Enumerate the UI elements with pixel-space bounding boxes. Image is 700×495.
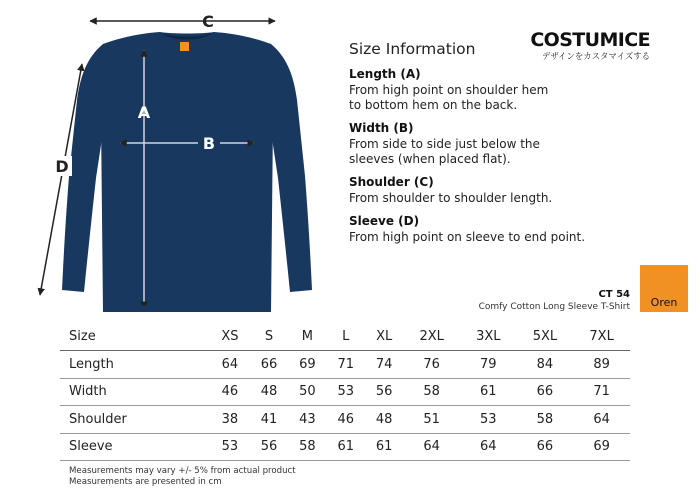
info-item-length [349,67,609,113]
shirt-diagram [0,0,320,320]
info-desc-line: From shoulder to shoulder length. [349,191,553,205]
table-cell: 64 [210,351,250,379]
table-cell: 41 [250,406,288,434]
table-row [60,351,630,379]
info-desc-line: sleeves (when placed flat). [349,152,511,166]
brand-subtitle: デザインをカスタマイズする [541,51,650,61]
info-heading: Shoulder (C) [349,175,434,189]
brand-name: COSTUMICE [530,29,650,51]
dim-label-d: D [55,157,69,176]
shirt-body [101,32,273,312]
table-header-cell: M [288,323,326,351]
table-header-cell: L [327,323,365,351]
info-heading: Length (A) [349,67,421,81]
table-cell: 53 [460,406,517,434]
table-cell: 64 [460,433,517,461]
row-label: Length [60,351,210,379]
table-row [60,378,630,406]
info-desc-line: From side to side just below the [349,137,540,151]
dim-label-a: A [137,103,151,122]
table-cell: 76 [403,351,460,379]
table-cell: 53 [327,378,365,406]
table-cell: 61 [327,433,365,461]
right-sleeve [268,44,312,292]
table-header-cell: 2XL [403,323,460,351]
table-cell: 43 [288,406,326,434]
table-cell: 53 [210,433,250,461]
table-cell: 48 [365,406,403,434]
product-name: Comfy Cotton Long Sleeve T-Shirt [478,302,630,312]
table-header-cell: 5XL [517,323,574,351]
table-cell: 79 [460,351,517,379]
oren-logo [640,265,688,312]
table-cell: 61 [365,433,403,461]
table-cell: 46 [210,378,250,406]
table-cell: 51 [403,406,460,434]
table-cell: 64 [403,433,460,461]
table-header-cell: Size [60,323,210,351]
table-cell: 56 [250,433,288,461]
table-header-cell: XL [365,323,403,351]
info-heading: Sleeve (D) [349,214,420,228]
table-cell: 66 [517,378,574,406]
table-cell: 58 [288,433,326,461]
table-cell: 84 [517,351,574,379]
table-cell: 66 [250,351,288,379]
table-cell: 56 [365,378,403,406]
table-cell: 66 [517,433,574,461]
table-header-cell: 3XL [460,323,517,351]
table-header-cell: XS [210,323,250,351]
dim-label-b: B [202,134,216,153]
info-item-sleeve [349,214,609,245]
table-cell: 69 [573,433,630,461]
product-info [430,289,630,313]
table-cell: 50 [288,378,326,406]
table-cell: 74 [365,351,403,379]
info-desc-line: to bottom hem on the back. [349,98,518,112]
table-cell: 46 [327,406,365,434]
table-cell: 64 [573,406,630,434]
table-row [60,406,630,434]
size-chart-table [60,323,630,461]
table-row [60,433,630,461]
table-header-row [60,323,630,351]
measurement-notes [69,466,296,488]
size-information [349,40,609,253]
row-label: Shoulder [60,406,210,434]
table-cell: 58 [517,406,574,434]
table-cell: 89 [573,351,630,379]
row-label: Width [60,378,210,406]
table-cell: 71 [327,351,365,379]
info-desc-line: From high point on sleeve to end point. [349,230,586,244]
info-item-shoulder [349,175,609,206]
info-item-width [349,121,609,167]
table-header-cell: S [250,323,288,351]
table-cell: 48 [250,378,288,406]
info-desc-line: From high point on shoulder hem [349,83,549,97]
shirt-illustration [0,0,320,320]
shirt-tag [180,42,189,51]
table-cell: 71 [573,378,630,406]
row-label: Sleeve [60,433,210,461]
table-header-cell: 7XL [573,323,630,351]
note-line: Measurements may vary +/- 5% from actual product [69,466,296,476]
oren-logo-text: Oren [650,296,678,309]
info-heading: Width (B) [349,121,414,135]
table-cell: 61 [460,378,517,406]
dim-label-c: C [202,12,214,31]
product-code: CT 54 [598,289,630,300]
table-cell: 38 [210,406,250,434]
table-cell: 69 [288,351,326,379]
note-line: Measurements are presented in cm [69,477,222,487]
table-cell: 58 [403,378,460,406]
size-info-title: Size Information [349,40,476,58]
